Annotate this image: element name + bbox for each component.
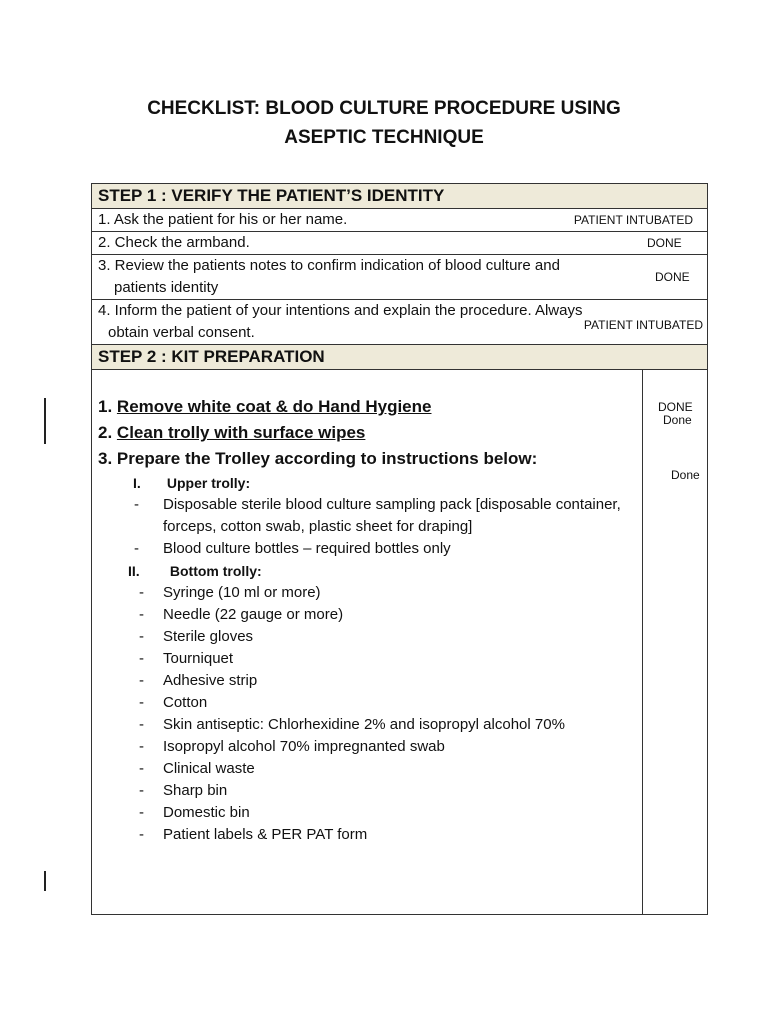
bottom-item-text: Clinical waste [163, 760, 255, 777]
step1-row-3-note: DONE [655, 270, 690, 284]
document-title [0, 94, 768, 152]
step1-row-4-text-line2: obtain verbal consent. [108, 324, 255, 341]
title-line-1: CHECKLIST: BLOOD CULTURE PROCEDURE USING [147, 98, 621, 119]
list-dash: - [139, 716, 144, 733]
bottom-item-text: Patient labels & PER PAT form [163, 826, 368, 843]
bottom-item [98, 692, 636, 714]
bottom-item-text: Adhesive strip [163, 672, 258, 689]
bottom-trolly-list [98, 582, 636, 846]
step2-header-row [92, 345, 708, 370]
upper-trolly-title: Upper trolly: [166, 475, 251, 491]
step1-row-2-note: DONE [647, 236, 682, 250]
step2-item-1-number: 1. [98, 397, 113, 416]
bottom-item [98, 780, 636, 802]
list-dash: - [139, 738, 144, 755]
step2-item-2 [98, 420, 636, 446]
step2-item-3-text: Prepare the Trolley according to instructions below: [116, 449, 538, 468]
step1-row-2-text: 2. Check the armband. [98, 234, 250, 251]
bottom-item-text: Sterile gloves [163, 628, 254, 645]
list-dash: - [139, 672, 144, 689]
upper-trolly-label: I. [133, 475, 141, 491]
bottom-trolly-heading [98, 560, 636, 582]
step1-row-4-text-line1: 4. Inform the patient of your intentions and explain the procedure. Always [98, 302, 583, 319]
step2-item-2-number: 2. [98, 423, 113, 442]
bottom-item [98, 626, 636, 648]
step2-item-1 [98, 394, 636, 420]
checklist-table [91, 183, 708, 915]
step1-row-3-text-line2: patients identity [114, 279, 219, 296]
step2-body-row [92, 370, 708, 915]
step2-item-2-text: Clean trolly with surface wipes [116, 423, 366, 442]
bottom-trolly-title: Bottom trolly: [169, 563, 262, 579]
step1-row-1-text: 1. Ask the patient for his or her name. [98, 211, 348, 228]
margin-mark-bottom [44, 871, 46, 891]
upper-item-1 [98, 494, 636, 538]
bottom-item [98, 758, 636, 780]
step1-row-4 [92, 300, 708, 345]
bottom-item-text: Syringe (10 ml or more) [163, 584, 321, 601]
step1-row-1 [92, 209, 708, 232]
list-dash: - [134, 540, 139, 557]
step1-row-2 [92, 232, 708, 255]
bottom-item [98, 736, 636, 758]
bottom-item-text: Needle (22 gauge or more) [163, 606, 344, 623]
bottom-item-text: Isopropyl alcohol 70% impregnanted swab [163, 738, 445, 755]
bottom-item [98, 824, 636, 846]
list-dash: - [139, 650, 144, 667]
bottom-item [98, 648, 636, 670]
bottom-item [98, 714, 636, 736]
list-dash: - [139, 694, 144, 711]
bottom-item [98, 604, 636, 626]
step2-content [92, 370, 643, 915]
step2-header: STEP 2 : KIT PREPARATION [92, 345, 708, 370]
title-line-2: ASEPTIC TECHNIQUE [284, 127, 484, 148]
list-dash: - [139, 606, 144, 623]
list-dash: - [139, 760, 144, 777]
step1-row-4-note: PATIENT INTUBATED [583, 318, 704, 332]
list-dash: - [139, 804, 144, 821]
upper-item-2-text: Blood culture bottles – required bottles only [163, 540, 451, 557]
step2-note-1: DONE [658, 400, 693, 414]
step2-note-2: Done [663, 413, 692, 427]
list-dash: - [134, 496, 139, 513]
list-dash: - [139, 584, 144, 601]
bottom-item-text: Domestic bin [163, 804, 250, 821]
bottom-item [98, 582, 636, 604]
bottom-item [98, 802, 636, 824]
step2-item-3-number: 3. [98, 449, 113, 468]
list-dash: - [139, 826, 144, 843]
step1-header-row [92, 184, 708, 209]
bottom-item [98, 670, 636, 692]
step2-note-3: Done [671, 468, 700, 482]
upper-item-1-text: Disposable sterile blood culture sampling pack [disposable container, forceps, cotton swab, plastic sheet for draping] [163, 496, 621, 535]
step2-notes-column [643, 370, 708, 915]
list-dash: - [139, 782, 144, 799]
step2-item-3 [98, 446, 636, 472]
list-dash: - [139, 628, 144, 645]
bottom-trolly-label: II. [128, 563, 140, 579]
step1-header: STEP 1 : VERIFY THE PATIENT’S IDENTITY [92, 184, 708, 209]
bottom-item-text: Cotton [163, 694, 208, 711]
upper-item-2 [98, 538, 636, 560]
bottom-item-text: Skin antiseptic: Chlorhexidine 2% and isopropyl alcohol 70% [163, 716, 565, 733]
step1-row-3 [92, 255, 708, 300]
step1-row-1-note: PATIENT INTUBATED [573, 213, 694, 227]
step1-row-3-text-line1: 3. Review the patients notes to confirm indication of blood culture and [98, 257, 560, 274]
margin-mark-top [44, 398, 46, 444]
step2-item-1-text: Remove white coat & do Hand Hygiene [116, 397, 432, 416]
bottom-item-text: Sharp bin [163, 782, 228, 799]
upper-trolly-heading [98, 472, 636, 494]
bottom-item-text: Tourniquet [163, 650, 234, 667]
